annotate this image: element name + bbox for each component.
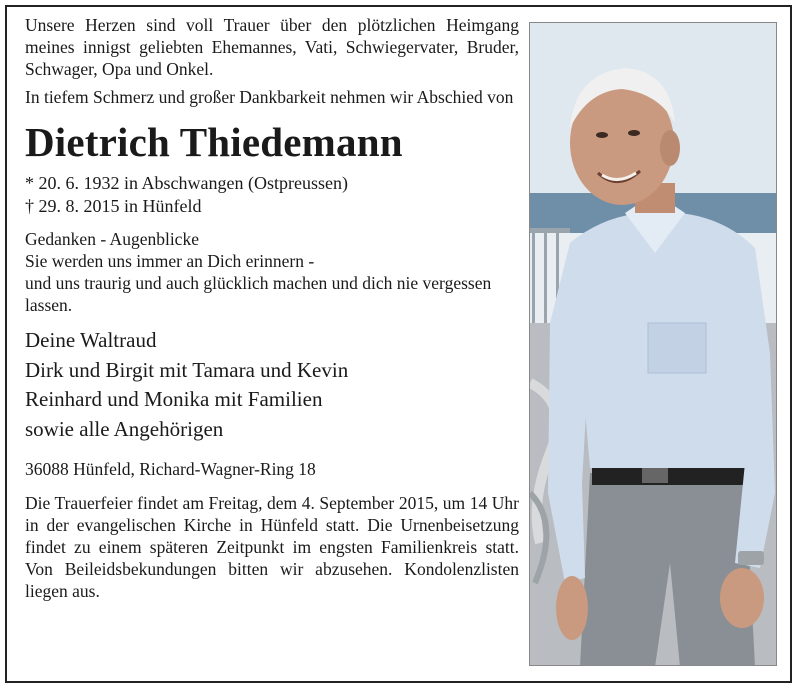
birth-date: * 20. 6. 1932 in Abschwangen (Ostpreussen) (25, 173, 348, 193)
poem-line: und uns traurig und auch glücklich machen und dich nie vergessen lassen. (25, 273, 492, 315)
service-info: Die Trauerfeier findet am Freitag, dem 4. September 2015, um 14 Uhr in der evangelischen Kirche in Hünfeld statt. Die Urnenbeisetzung findet zu einem späteren Zeitpunkt im engsten Familienkreis statt. Von Beileidsbekundungen bitten wir abzusehen. Kondolenzlisten liegen aus. (25, 493, 519, 601)
mourner: Reinhard und Monika mit Familien (25, 387, 323, 411)
poem-line: Sie werden uns immer an Dich erinnern - (25, 251, 315, 271)
deceased-name: Dietrich Thiedemann (25, 119, 403, 165)
life-dates (25, 172, 519, 218)
mourner: sowie alle Angehörigen (25, 416, 224, 441)
mourner: Deine Waltraud (25, 328, 157, 352)
mourners-list (25, 326, 519, 444)
notice-text-column (25, 14, 519, 602)
farewell-text: In tiefem Schmerz und großer Dankbarkeit nehmen wir Abschied von (25, 87, 514, 107)
portrait-photo (529, 22, 777, 666)
portrait-illustration (530, 23, 777, 666)
death-date: † 29. 8. 2015 in Hünfeld (25, 196, 202, 216)
mourner: Dirk und Birgit mit Tamara und Kevin (25, 357, 349, 382)
intro-text: Unsere Herzen sind voll Trauer über den plötzlichen Heimgang meines innigst geliebten Ehemannes, Vati, Schwiegervater, Bruder, Schwager, Opa und Onkel. (25, 15, 519, 79)
poem (25, 228, 519, 316)
family-address: 36088 Hünfeld, Richard-Wagner-Ring 18 (25, 459, 316, 479)
poem-line: Gedanken - Augenblicke (25, 229, 199, 249)
